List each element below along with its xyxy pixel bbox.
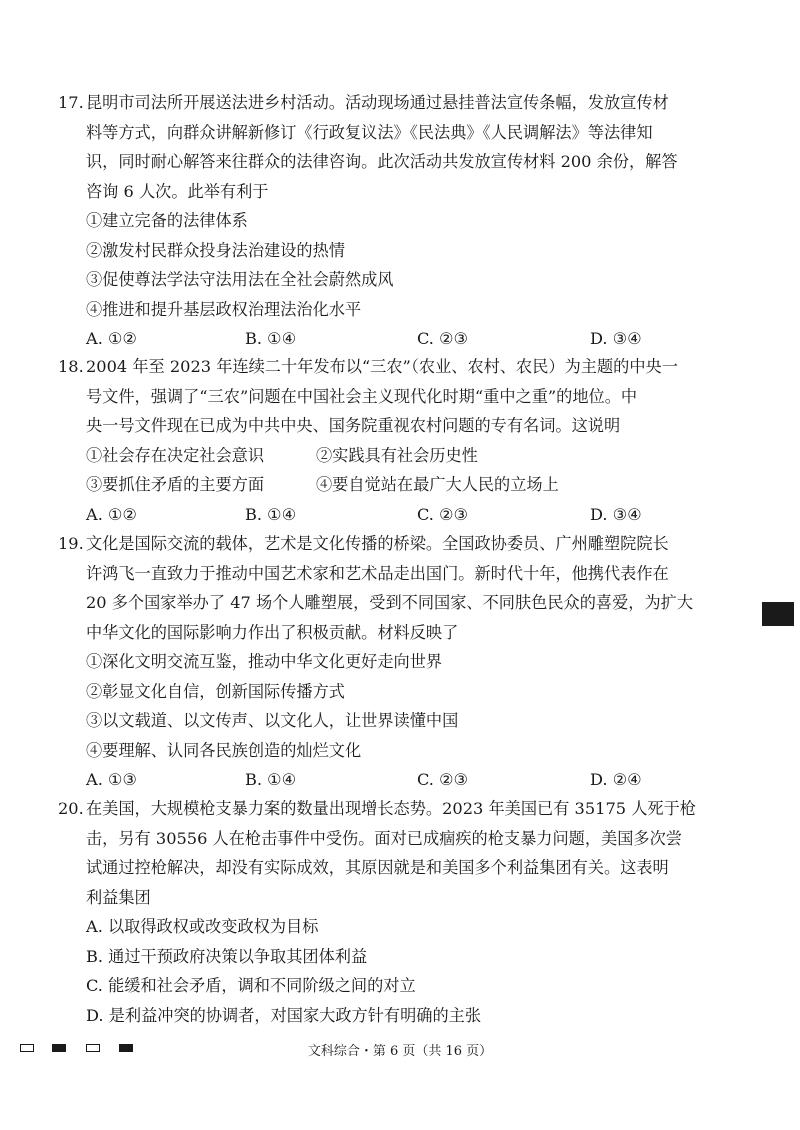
question-stem-line: 许鸿飞一直致力于推动中国艺术家和艺术品走出国门。新时代十年，他携代表作在 <box>86 563 669 583</box>
option-b[interactable]: B. ①④ <box>245 329 297 348</box>
option-d[interactable]: D. 是利益冲突的协调者，对国家大政方针有明确的主张 <box>86 1005 482 1025</box>
option-a[interactable]: A. ①② <box>86 504 138 524</box>
statement-row <box>58 470 730 500</box>
option-b[interactable]: B. ①④ <box>245 770 297 789</box>
option-b[interactable]: B. ①④ <box>245 504 297 524</box>
option-a[interactable]: A. ①② <box>86 329 138 348</box>
statement-4: ④要自觉站在最广大人民的立场上 <box>316 475 559 494</box>
question-19 <box>58 529 730 795</box>
option-c[interactable]: C. 能缓和社会矛盾，调和不同阶级之间的对立 <box>86 976 416 995</box>
question-stem-line: 文化是国际交流的载体，艺术是文化传播的桥梁。全国政协委员、广州雕塑院院长 <box>86 534 669 553</box>
page-number: 文科综合・第 6 页（共 16 页） <box>307 1044 493 1059</box>
statement-1: ①社会存在决定社会意识 <box>86 445 265 465</box>
statement-2: ②彰显文化自信，创新国际传播方式 <box>86 681 345 701</box>
question-stem-line: 在美国，大规模枪支暴力案的数量出现增长态势。2023 年美国已有 35175 人死于枪 <box>86 799 696 818</box>
option-d[interactable]: D. ②④ <box>590 770 642 789</box>
statement-2: ②实践具有社会历史性 <box>316 445 478 465</box>
question-20 <box>58 794 730 1030</box>
option-c[interactable]: C. ②③ <box>417 504 469 524</box>
edge-tab-marker <box>762 602 794 626</box>
page-footer <box>0 1038 800 1062</box>
question-stem-line: 2004 年至 2023 年连续二十年发布以“三农”（农业、农村、农民）为主题的中央一 <box>86 357 678 376</box>
option-c[interactable]: C. ②③ <box>417 329 469 348</box>
statement-1: ①深化文明交流互鉴，推动中华文化更好走向世界 <box>86 652 443 671</box>
question-stem-line: 识，同时耐心解答来往群众的法律咨询。此次活动共发放宣传材料 200 余份，解答 <box>86 152 678 171</box>
question-stem-line: 20 多个国家举办了 47 场个人雕塑展，受到不同国家、不同肤色民众的喜爱，为扩大 <box>86 593 694 612</box>
statement-3: ③促使尊法学法守法用法在全社会蔚然成风 <box>86 270 394 289</box>
question-stem-line: 央一号文件现在已成为中共中央、国务院重视农村问题的专有名词。这说明 <box>86 416 621 435</box>
question-stem-line: 击，另有 30556 人在枪击事件中受伤。面对已成痼疾的枪支暴力问题，美国多次尝 <box>86 828 682 848</box>
answer-options <box>58 500 730 530</box>
question-number: 19. <box>58 534 84 553</box>
question-18 <box>58 352 730 529</box>
answer-options <box>58 765 730 795</box>
question-stem-line: 昆明市司法所开展送法进乡村活动。活动现场通过悬挂普法宣传条幅，发放宣传材 <box>86 93 669 112</box>
question-stem-line: 中华文化的国际影响力作出了积极贡献。材料反映了 <box>86 622 459 642</box>
question-stem-line: 试通过控枪解决，却没有实际成效，其原因就是和美国多个利益集团有关。这表明 <box>86 858 669 877</box>
option-d[interactable]: D. ③④ <box>590 329 642 348</box>
statement-3: ③要抓住矛盾的主要方面 <box>86 475 265 494</box>
question-stem-line: 咨询 6 人次。此举有利于 <box>86 181 269 201</box>
option-a[interactable]: A. 以取得政权或改变政权为目标 <box>86 917 319 936</box>
statement-1: ①建立完备的法律体系 <box>86 211 248 230</box>
statement-4: ④推进和提升基层政权治理法治化水平 <box>86 299 362 319</box>
question-17 <box>58 88 730 354</box>
statement-4: ④要理解、认同各民族创造的灿烂文化 <box>86 740 362 760</box>
question-number: 20. <box>58 799 84 818</box>
question-stem-line: 利益集团 <box>86 887 151 907</box>
option-a[interactable]: A. ①③ <box>86 770 138 789</box>
option-b[interactable]: B. 通过干预政府决策以争取其团体利益 <box>86 946 368 966</box>
option-c[interactable]: C. ②③ <box>417 770 469 789</box>
question-stem-line: 料等方式，向群众讲解新修订《行政复议法》《民法典》《人民调解法》等法律知 <box>86 122 653 142</box>
answer-options <box>58 324 730 354</box>
option-d[interactable]: D. ③④ <box>590 504 642 524</box>
question-number: 18. <box>58 357 84 376</box>
statement-row <box>58 441 730 471</box>
statement-3: ③以文载道、以文传声、以文化人，让世界读懂中国 <box>86 711 459 730</box>
question-number: 17. <box>58 93 84 112</box>
question-stem-line: 号文件，强调了“三农”问题在中国社会主义现代化时期“重中之重”的地位。中 <box>86 386 638 406</box>
statement-2: ②激发村民群众投身法治建设的热情 <box>86 240 345 260</box>
